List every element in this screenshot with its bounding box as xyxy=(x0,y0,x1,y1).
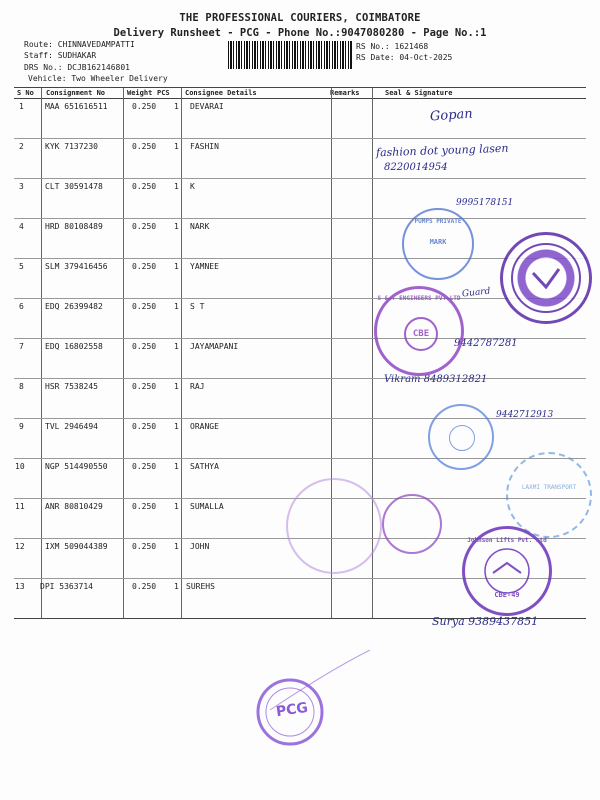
row-weight: 0.250 xyxy=(132,142,157,151)
signature-row2b: 8220014954 xyxy=(384,162,448,173)
small-purple-stamp xyxy=(382,494,442,554)
col-pcs: PCS xyxy=(157,89,170,97)
row-weight: 0.250 xyxy=(132,342,157,351)
row-divider xyxy=(14,138,586,139)
vehicle: Vehicle: Two Wheeler Delivery xyxy=(28,74,168,83)
signature-row2a: fashion dot young lasen xyxy=(375,141,509,160)
row-weight: 0.250 xyxy=(132,182,157,191)
row-weight: 0.250 xyxy=(132,302,157,311)
row-consignee: YAMNEE xyxy=(190,262,219,271)
row-consignment: HRD 80108489 xyxy=(45,222,103,231)
row-consignment: HSR 7538245 xyxy=(45,382,98,391)
row-consignment: SLM 379416456 xyxy=(45,262,108,271)
row-weight: 0.250 xyxy=(132,222,157,231)
row-pcs: 1 xyxy=(174,262,179,271)
row-pcs: 1 xyxy=(174,142,179,151)
col-consignment: Consignment No xyxy=(46,89,106,97)
staff: Staff: SUDHAKAR xyxy=(24,51,97,60)
row-pcs: 1 xyxy=(174,302,179,311)
col-remarks: Remarks xyxy=(330,89,360,97)
lift-emblem-icon xyxy=(465,529,549,613)
laxmi-transport-stamp: LAXMI TRANSPORT xyxy=(506,452,592,538)
st-engineers-stamp: S & T ENGINEERS PVT LTD CBE xyxy=(374,286,464,376)
row-sno: 8 xyxy=(19,382,24,391)
row-weight: 0.250 xyxy=(132,102,157,111)
row-sno: 13 xyxy=(15,582,25,591)
barcode xyxy=(228,41,352,69)
row-consignment: ANR 80810429 xyxy=(45,502,103,511)
table-row xyxy=(0,419,600,459)
faint-purple-stamp xyxy=(286,478,382,574)
col-consignee: Consignee Details xyxy=(185,89,257,97)
row-weight: 0.250 xyxy=(132,262,157,271)
row-sno: 2 xyxy=(19,142,24,151)
signature-row9: 9442712913 xyxy=(496,410,554,420)
signature-row13: Surya 9389437851 xyxy=(432,615,539,628)
row-sno: 9 xyxy=(19,422,24,431)
row-pcs: 1 xyxy=(174,422,179,431)
rs-date: RS Date: 04-Oct-2025 xyxy=(356,53,453,62)
col-sno: S No xyxy=(17,89,34,97)
row-sno: 5 xyxy=(19,262,24,271)
row-consignee: SUREHS xyxy=(186,582,215,591)
row-sno: 10 xyxy=(15,462,25,471)
row-consignment: EDQ 26399482 xyxy=(45,302,103,311)
row-divider xyxy=(14,378,586,379)
row-consignment: CLT 30591478 xyxy=(45,182,103,191)
row-pcs: 1 xyxy=(174,342,179,351)
row-pcs: 1 xyxy=(174,182,179,191)
row-weight: 0.250 xyxy=(132,582,157,591)
route: Route: CHINNAVEDAMPATTI xyxy=(24,40,135,49)
row-divider xyxy=(14,218,586,219)
signature-row8: Vikram 8489312821 xyxy=(384,374,488,385)
row-consignee: RAJ xyxy=(190,382,205,391)
row-sno: 3 xyxy=(19,182,24,191)
signature-row1: Gopan xyxy=(429,106,474,125)
col-weight: Weight xyxy=(127,89,153,97)
rs-number: RS No.: 1621468 xyxy=(356,42,429,51)
pumps-private-stamp: PUMPS PRIVATE MARK xyxy=(402,208,474,280)
row-sno: 12 xyxy=(15,542,25,551)
row-divider xyxy=(14,178,586,179)
row-sno: 7 xyxy=(19,342,24,351)
route-info xyxy=(24,39,168,84)
col-seal-signature: Seal & Signature xyxy=(385,89,453,97)
row-pcs: 1 xyxy=(174,462,179,471)
row-pcs: 1 xyxy=(174,502,179,511)
row-divider xyxy=(14,458,586,459)
table-top-border xyxy=(14,87,586,88)
row-consignment: MAA 651616511 xyxy=(45,102,108,111)
row-consignment: DPI 5363714 xyxy=(40,582,93,591)
row-sno: 11 xyxy=(15,502,25,511)
signature-row6: Guard xyxy=(461,286,491,300)
row-pcs: 1 xyxy=(174,382,179,391)
row-pcs: 1 xyxy=(174,542,179,551)
row-consignee: K xyxy=(190,182,195,191)
company-name: THE PROFESSIONAL COURIERS, COIMBATORE xyxy=(179,12,421,24)
signature-row3: 9995178151 xyxy=(456,198,514,208)
row-sno: 6 xyxy=(19,302,24,311)
row-divider xyxy=(14,298,586,299)
row-weight: 0.250 xyxy=(132,502,157,511)
rs-info xyxy=(356,41,452,63)
row-consignment: NGP 514490550 xyxy=(45,462,108,471)
row-weight: 0.250 xyxy=(132,382,157,391)
row-consignee: ORANGE xyxy=(190,422,219,431)
row-consignee: SUMALLA xyxy=(190,502,224,511)
row-consignment: EDQ 16802558 xyxy=(45,342,103,351)
row-pcs: 1 xyxy=(174,222,179,231)
row-consignment: IXM 509044389 xyxy=(45,542,108,551)
row-weight: 0.250 xyxy=(132,462,157,471)
table-row xyxy=(0,99,600,139)
row-consignment: TVL 2946494 xyxy=(45,422,98,431)
table-row xyxy=(0,139,600,179)
row-weight: 0.250 xyxy=(132,422,157,431)
row-consignee: SATHYA xyxy=(190,462,219,471)
johnson-lifts-stamp: Johnson Lifts Pvt. Ltd CBE-49 xyxy=(462,526,552,616)
row-pcs: 1 xyxy=(174,102,179,111)
row-divider xyxy=(14,258,586,259)
row-consignee: JOHN xyxy=(190,542,210,551)
row-consignee: NARK xyxy=(190,222,210,231)
drs-number: DRS No.: DCJB162146801 xyxy=(24,63,130,72)
row-weight: 0.250 xyxy=(132,542,157,551)
row-consignee: FASHIN xyxy=(190,142,219,151)
round-seal-stamp xyxy=(500,232,592,324)
pcg-stamp xyxy=(250,650,380,760)
row-consignee: DEVARAI xyxy=(190,102,224,111)
row-consignee: S T xyxy=(190,302,205,311)
pcg-stamp-label: PCG xyxy=(275,699,309,721)
blue-machine-stamp xyxy=(428,404,494,470)
row-sno: 1 xyxy=(19,102,24,111)
signature-row7: 9442787281 xyxy=(454,338,518,349)
row-sno: 4 xyxy=(19,222,24,231)
row-consignment: KYK 7137230 xyxy=(45,142,98,151)
row-pcs: 1 xyxy=(174,582,179,591)
runsheet-title: Delivery Runsheet - PCG - Phone No.:9047080280 - Page No.:1 xyxy=(113,27,487,39)
seal-emblem-icon xyxy=(503,235,589,321)
row-consignee: JAYAMAPANI xyxy=(190,342,239,351)
